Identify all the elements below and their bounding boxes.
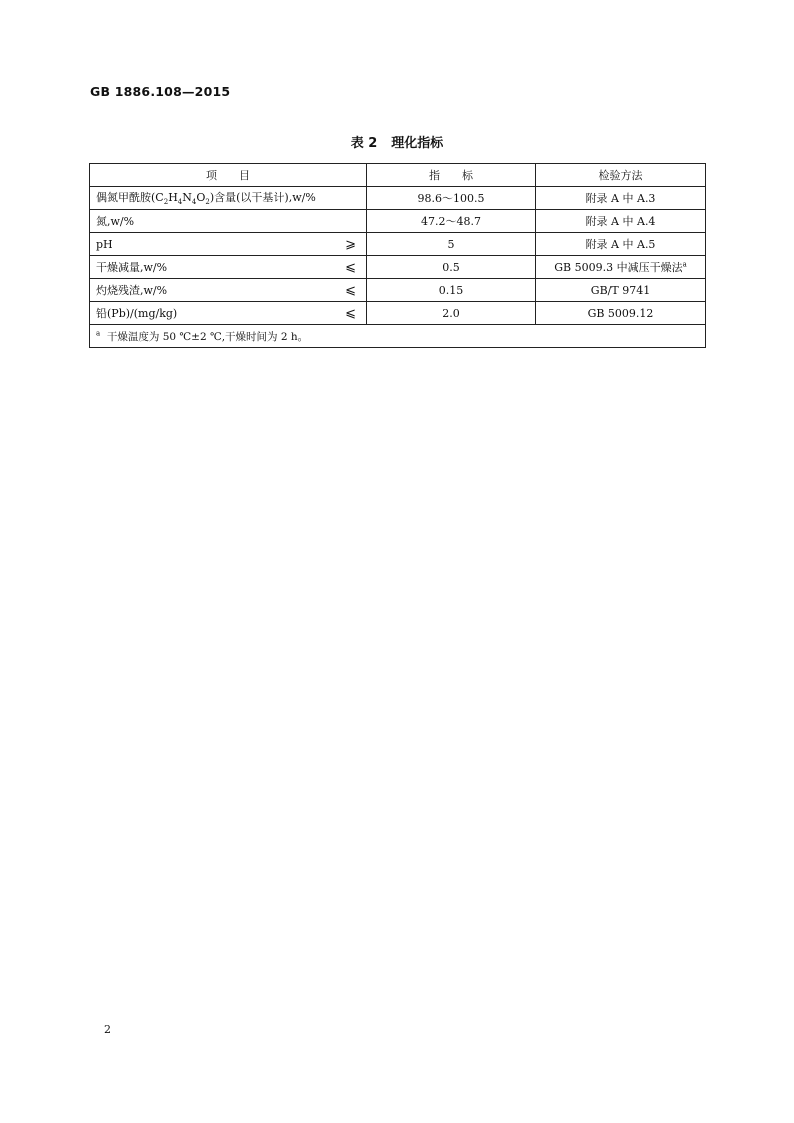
row-value: 5	[367, 233, 536, 256]
row-method: 附录 A 中 A.4	[536, 210, 706, 233]
item-label: 偶氮甲酰胺$(C_2H_4N_4O_2)$含量(以干基计),w/%	[96, 191, 316, 207]
item-label: 氮,w/%	[96, 215, 135, 228]
table-row	[90, 210, 706, 233]
table-footnote	[90, 325, 706, 348]
row-item	[90, 210, 367, 233]
page-number: 2	[104, 1023, 111, 1036]
row-value: 0.15	[367, 279, 536, 302]
row-item	[90, 187, 367, 210]
row-value: 47.2～48.7	[367, 210, 536, 233]
physicochemical-indicators-table	[89, 163, 706, 348]
row-method: 附录 A 中 A.5	[536, 233, 706, 256]
footnote-text: 干燥温度为 50 ℃±2 ℃,干燥时间为 2 h。	[106, 330, 309, 343]
table-row	[90, 233, 706, 256]
comparison-symbol: ⩽	[345, 282, 356, 298]
table-caption-number: 表 2	[350, 136, 378, 151]
table-header-row	[90, 164, 706, 187]
table-caption	[0, 132, 794, 151]
footnote-reference: a	[682, 260, 687, 269]
comparison-symbol: ⩽	[345, 259, 356, 275]
row-value: 98.6～100.5	[367, 187, 536, 210]
row-value: 0.5	[367, 256, 536, 279]
table-row	[90, 302, 706, 325]
footnote-mark: a	[96, 329, 101, 337]
table-footnote-row	[90, 325, 706, 348]
row-item	[90, 233, 367, 256]
table-row	[90, 187, 706, 210]
item-label: 干燥减量,w/%	[96, 261, 168, 274]
column-header-item: 项 目	[90, 164, 367, 187]
row-method: GB/T 9741	[536, 279, 706, 302]
item-label: pH	[96, 237, 113, 251]
row-item	[90, 279, 367, 302]
column-header-method: 检验方法	[536, 164, 706, 187]
comparison-symbol: ⩽	[345, 305, 356, 321]
item-label: 灼烧残渣,w/%	[96, 284, 168, 297]
row-method: 附录 A 中 A.3	[536, 187, 706, 210]
row-value: 2.0	[367, 302, 536, 325]
column-header-value: 指 标	[367, 164, 536, 187]
row-item	[90, 302, 367, 325]
table-caption-title: 理化指标	[391, 136, 444, 151]
standard-number: GB 1886.108—2015	[90, 84, 231, 99]
comparison-symbol: ⩾	[345, 236, 356, 252]
row-method: GB 5009.12	[536, 302, 706, 325]
item-label: 铅(Pb)/(mg/kg)	[96, 307, 178, 320]
table-row	[90, 256, 706, 279]
row-item	[90, 256, 367, 279]
table-row	[90, 279, 706, 302]
row-method: GB 5009.3 中减压干燥法$^a$	[536, 256, 706, 279]
